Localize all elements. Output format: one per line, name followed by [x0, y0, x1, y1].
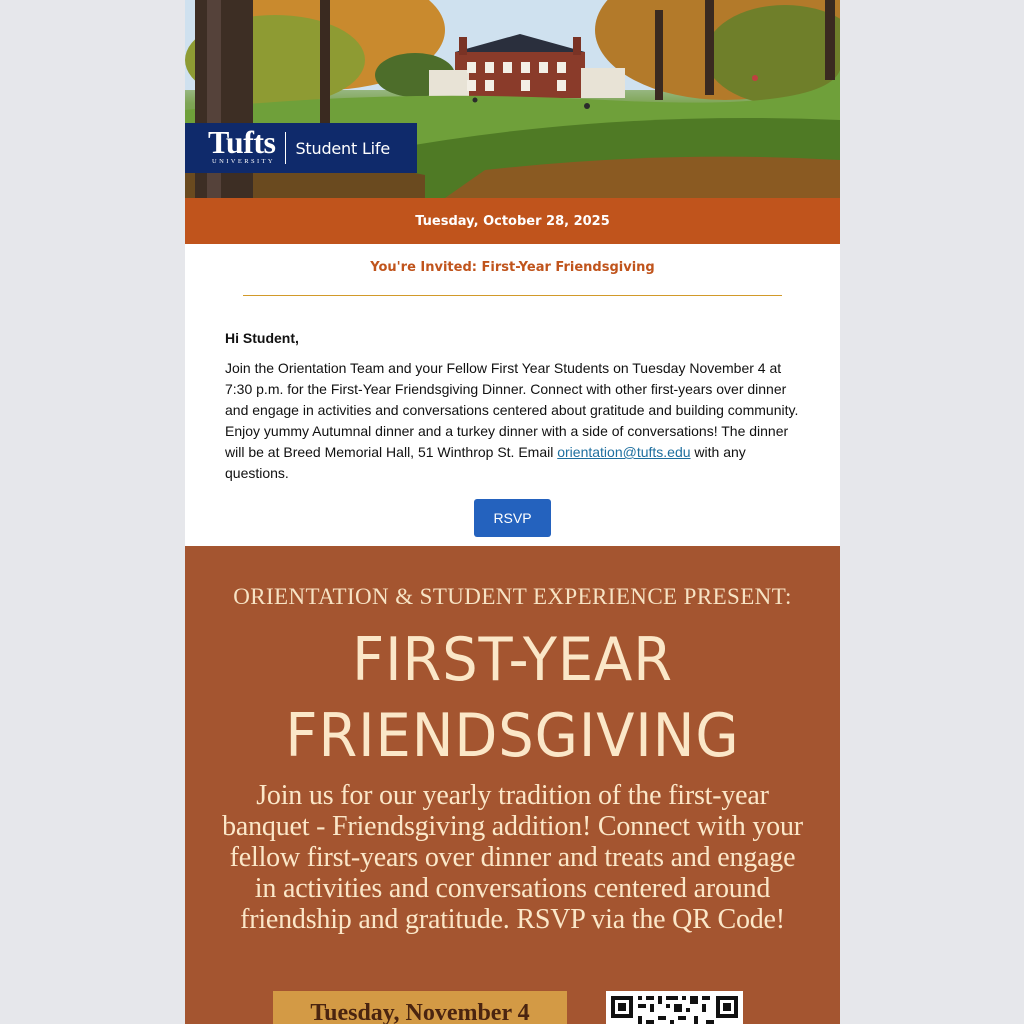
- message-paragraph: [225, 358, 802, 484]
- rsvp-button[interactable]: RSVP: [474, 499, 551, 537]
- logo-university: UNIVERSITY: [212, 158, 275, 165]
- greeting: Hi Student,: [225, 330, 299, 346]
- invite-title: You're Invited: First-Year Friendsgiving: [370, 260, 655, 275]
- logo-wordmark: Tufts: [208, 124, 276, 160]
- flyer-title-line2: FRIENDSGIVING: [285, 701, 740, 771]
- message-text-end: with any questions.: [225, 444, 746, 481]
- logo-section-name: Student Life: [295, 138, 390, 158]
- flyer-presenter: ORIENTATION & STUDENT EXPERIENCE PRESENT:: [233, 584, 792, 609]
- flyer-description: Join us for our yearly tradition of the first-year banquet - Friendsgiving addition! Connect with your fellow first-years over dinner and treats and engage in activities and conversations centered around friendship and gratitude. RSVP via the QR Code!: [222, 780, 803, 935]
- qr-code-pattern: [606, 991, 743, 1024]
- flyer-title: [208, 622, 817, 774]
- hero-image: [185, 0, 840, 198]
- message-text: Join the Orientation Team and your Fellow First Year Students on Tuesday November 4 at 7:30 p.m. for the First-Year Friendsgiving Dinner. Connect with other first-years over dinner and engage in activities and conversations centered about gratitude and building community. Enjoy yummy Autumnal dinner and a turkey dinner with a side of conversations! The dinner will be at Breed Memorial Hall, 51 Winthrop St. Email: [225, 360, 799, 460]
- message-body: [185, 296, 840, 484]
- date-bar: Tuesday, October 28, 2025: [185, 198, 840, 244]
- rsvp-wrapper: [185, 499, 840, 537]
- flyer-date-tag: Tuesday, November 4: [273, 991, 567, 1024]
- flyer-title-line1: FIRST-YEAR: [352, 625, 673, 695]
- qr-code-icon[interactable]: [606, 991, 743, 1024]
- logo-divider: [285, 132, 286, 164]
- email-body: [185, 0, 840, 1024]
- email-link[interactable]: orientation@tufts.edu: [557, 444, 691, 460]
- event-flyer: [185, 546, 840, 1024]
- tufts-logo: [185, 123, 417, 173]
